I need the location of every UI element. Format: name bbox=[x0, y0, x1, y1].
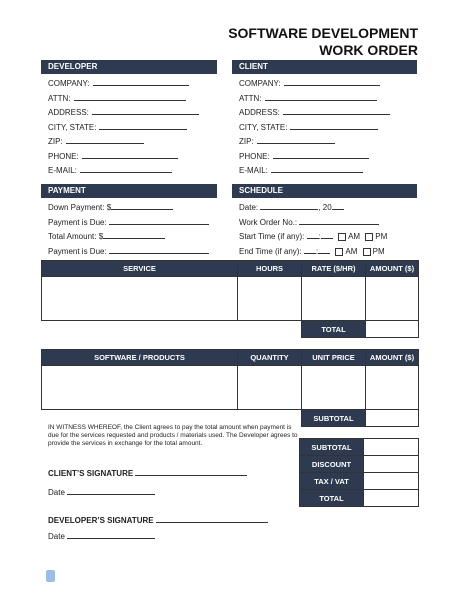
summary-tax-value[interactable] bbox=[364, 473, 419, 490]
start-time-field[interactable] bbox=[239, 230, 387, 242]
services-header-row bbox=[42, 261, 419, 277]
summary-row bbox=[300, 490, 419, 507]
start-time-label: Start Time (if any): bbox=[239, 232, 305, 241]
summary-row bbox=[300, 439, 419, 456]
developer-date-label: Date bbox=[48, 532, 65, 541]
payment-due-label-2: Payment is Due: bbox=[48, 247, 107, 256]
schedule-date-year: , 20 bbox=[318, 203, 332, 212]
start-am-label: AM bbox=[348, 232, 361, 241]
client-field[interactable] bbox=[239, 92, 377, 104]
time-separator: : bbox=[318, 232, 321, 241]
summary-row bbox=[300, 456, 419, 473]
hours-column-header: HOURS bbox=[238, 261, 302, 277]
quantity-column-header: QUANTITY bbox=[238, 350, 302, 366]
rate-column-header: RATE ($/HR) bbox=[302, 261, 366, 277]
services-table bbox=[41, 260, 419, 338]
payment-due-field-1[interactable] bbox=[48, 216, 209, 228]
developer-field-label: PHONE: bbox=[48, 151, 79, 161]
summary-discount-label: DISCOUNT bbox=[300, 456, 364, 473]
developer-date-field[interactable] bbox=[48, 530, 155, 541]
developer-field[interactable] bbox=[48, 106, 199, 118]
client-field[interactable] bbox=[239, 106, 390, 118]
schedule-header: SCHEDULE bbox=[232, 184, 417, 198]
services-entry-row bbox=[42, 277, 419, 321]
developer-field-label: ADDRESS: bbox=[48, 108, 89, 117]
summary-tax-label: TAX / VAT bbox=[300, 473, 364, 490]
developer-field-label: COMPANY: bbox=[48, 79, 90, 88]
payment-due-label-1: Payment is Due: bbox=[48, 218, 107, 227]
products-column-header: SOFTWARE / PRODUCTS bbox=[42, 350, 238, 366]
developer-field[interactable] bbox=[48, 135, 144, 147]
developer-field[interactable] bbox=[48, 77, 189, 89]
end-time-field[interactable] bbox=[239, 245, 385, 257]
developer-header: DEVELOPER bbox=[41, 60, 217, 74]
summary-discount-value[interactable] bbox=[364, 456, 419, 473]
end-pm-checkbox[interactable] bbox=[363, 248, 371, 256]
products-subtotal-label: SUBTOTAL bbox=[302, 410, 366, 427]
down-payment-field[interactable] bbox=[48, 201, 173, 213]
total-amount-label: Total Amount: $ bbox=[48, 232, 104, 241]
client-date-field[interactable] bbox=[48, 486, 155, 497]
developer-field-label: ATTN: bbox=[48, 93, 71, 103]
summary-total-label: TOTAL bbox=[300, 490, 364, 507]
developer-field-label: ZIP: bbox=[48, 137, 63, 146]
client-field-label: PHONE: bbox=[239, 151, 270, 161]
work-order-number-field[interactable] bbox=[239, 216, 379, 228]
client-field-label: ATTN: bbox=[239, 93, 262, 103]
products-entry-row bbox=[42, 366, 419, 410]
document-title bbox=[228, 25, 418, 59]
client-field-label: ZIP: bbox=[239, 137, 254, 146]
hours-cell[interactable] bbox=[238, 277, 302, 321]
document-icon bbox=[46, 570, 55, 582]
client-signature-field[interactable] bbox=[48, 467, 247, 478]
end-am-label: AM bbox=[345, 247, 358, 256]
time-separator: : bbox=[315, 247, 319, 256]
client-field[interactable] bbox=[239, 150, 369, 162]
total-amount-field[interactable] bbox=[48, 230, 165, 242]
summary-subtotal-value[interactable] bbox=[364, 439, 419, 456]
end-time-label: End Time (if any): bbox=[239, 247, 302, 256]
quantity-cell[interactable] bbox=[238, 366, 302, 410]
start-am-checkbox[interactable] bbox=[338, 233, 346, 241]
services-total-row bbox=[42, 321, 419, 338]
developer-field-label: E-MAIL: bbox=[48, 166, 77, 175]
summary-total-value[interactable] bbox=[364, 490, 419, 507]
schedule-date-label: Date: bbox=[239, 203, 259, 212]
summary-table bbox=[299, 438, 419, 507]
service-cell[interactable] bbox=[42, 277, 238, 321]
amount-column-header: AMOUNT ($) bbox=[366, 261, 419, 277]
summary-row bbox=[300, 473, 419, 490]
end-am-checkbox[interactable] bbox=[335, 248, 343, 256]
products-header-row bbox=[42, 350, 419, 366]
payment-header: PAYMENT bbox=[41, 184, 217, 198]
work-order-number-label: Work Order No.: bbox=[239, 218, 298, 227]
title-line-2: WORK ORDER bbox=[319, 42, 418, 58]
unit-price-cell[interactable] bbox=[302, 366, 366, 410]
products-subtotal-value[interactable] bbox=[366, 410, 419, 427]
amount-cell[interactable] bbox=[366, 277, 419, 321]
witness-statement: IN WITNESS WHEREOF, the Client agrees to pay the total amount when payment is due for the services requested and products / materials used. The Developer agrees to provide the services in exchange for the total amount. bbox=[48, 424, 298, 447]
product-cell[interactable] bbox=[42, 366, 238, 410]
developer-field[interactable] bbox=[48, 121, 187, 133]
end-pm-label: PM bbox=[372, 247, 385, 256]
client-field[interactable] bbox=[239, 121, 378, 133]
schedule-date-field[interactable] bbox=[239, 201, 344, 213]
products-table bbox=[41, 349, 419, 427]
client-signature-label: CLIENT’S SIGNATURE bbox=[48, 469, 134, 478]
client-field-label: E-MAIL: bbox=[239, 166, 268, 175]
services-total-value[interactable] bbox=[366, 321, 419, 338]
client-field-label: COMPANY: bbox=[239, 79, 281, 88]
client-field-label: CITY, STATE: bbox=[239, 122, 288, 132]
client-header: CLIENT bbox=[232, 60, 417, 74]
developer-field-label: CITY, STATE: bbox=[48, 122, 97, 132]
developer-field[interactable] bbox=[48, 92, 186, 104]
summary-subtotal-label: SUBTOTAL bbox=[300, 439, 364, 456]
client-field[interactable] bbox=[239, 77, 380, 89]
unit-price-column-header: UNIT PRICE bbox=[302, 350, 366, 366]
product-amount-cell[interactable] bbox=[366, 366, 419, 410]
developer-field[interactable] bbox=[48, 150, 178, 162]
client-field[interactable] bbox=[239, 164, 363, 176]
start-pm-checkbox[interactable] bbox=[365, 233, 373, 241]
client-field-label: ADDRESS: bbox=[239, 108, 280, 117]
services-total-label: TOTAL bbox=[302, 321, 366, 338]
client-field[interactable] bbox=[239, 135, 335, 147]
rate-cell[interactable] bbox=[302, 277, 366, 321]
developer-signature-field[interactable] bbox=[48, 514, 268, 525]
title-line-1: SOFTWARE DEVELOPMENT bbox=[228, 25, 418, 41]
developer-signature-label: DEVELOPER’S SIGNATURE bbox=[48, 516, 154, 525]
start-pm-label: PM bbox=[375, 232, 388, 241]
payment-due-field-2[interactable] bbox=[48, 245, 209, 257]
client-date-label: Date bbox=[48, 488, 65, 497]
down-payment-label: Down Payment: $ bbox=[48, 203, 112, 212]
products-amount-column-header: AMOUNT ($) bbox=[366, 350, 419, 366]
service-column-header: SERVICE bbox=[42, 261, 238, 277]
developer-field[interactable] bbox=[48, 164, 172, 176]
